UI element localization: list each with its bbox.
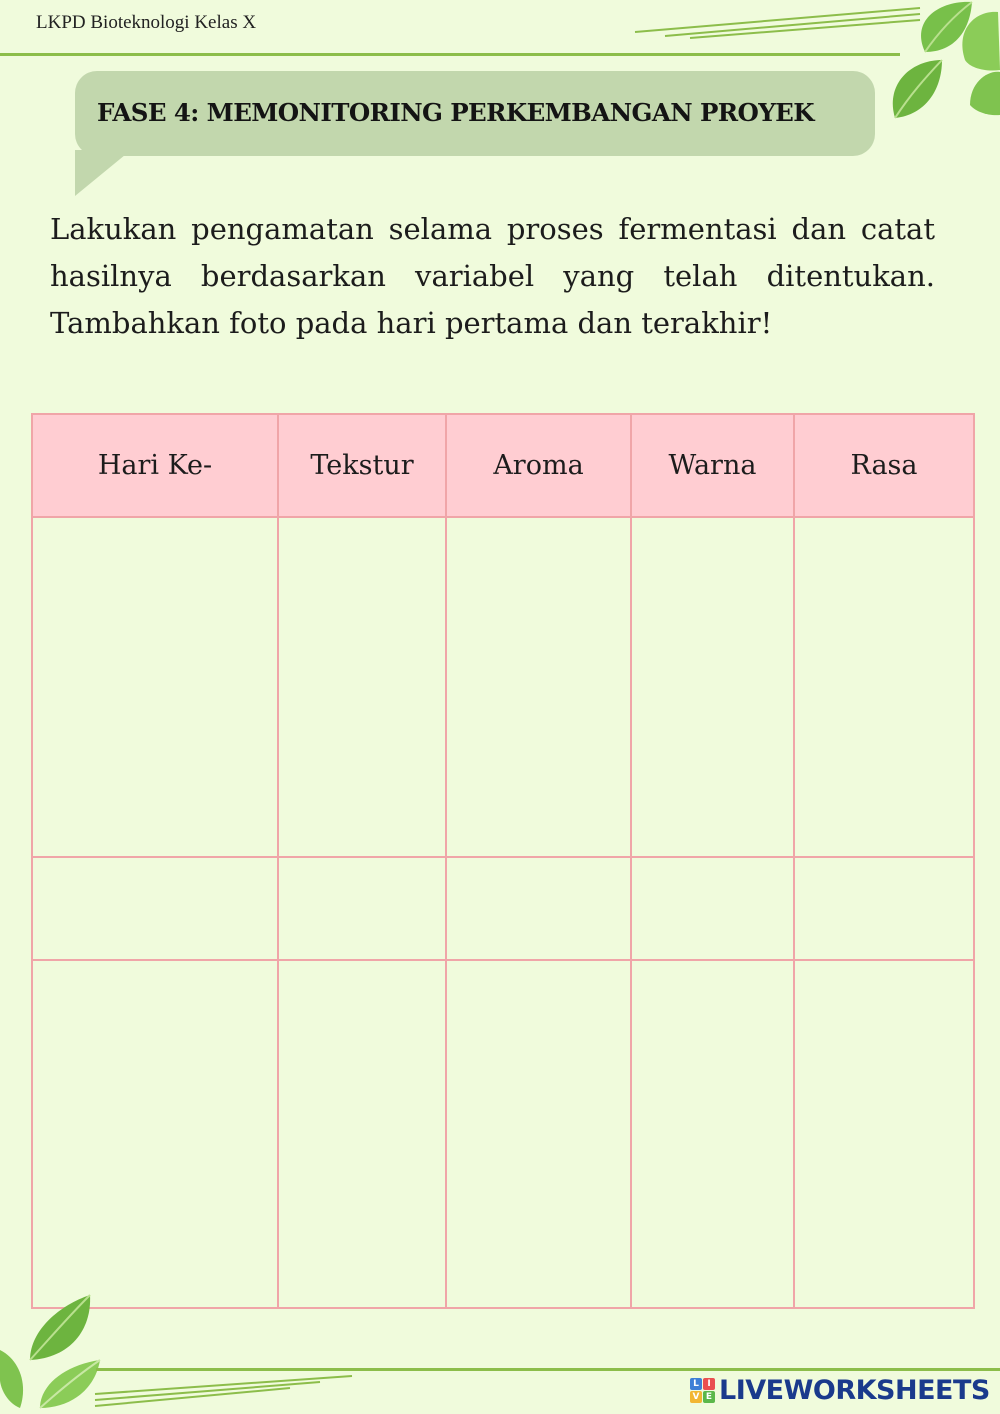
liveworksheets-logo-text: LIVEWORKSHEETS: [719, 1374, 990, 1406]
column-header-day: Hari Ke-: [32, 414, 278, 517]
liveworksheets-logo-icon: L I V E: [690, 1378, 715, 1403]
column-header-color: Warna: [631, 414, 794, 517]
answer-cell[interactable]: [794, 517, 974, 857]
answer-cell[interactable]: [794, 857, 974, 960]
table-row: [32, 517, 974, 857]
worksheet-header: LKPD Bioteknologi Kelas X: [36, 12, 257, 33]
answer-cell[interactable]: [32, 960, 278, 1308]
answer-cell[interactable]: [32, 517, 278, 857]
bottom-divider: [96, 1368, 1000, 1371]
table-header-row: [32, 414, 974, 517]
answer-cell[interactable]: [631, 960, 794, 1308]
leaf-decoration-bottom-icon: [0, 1290, 360, 1414]
answer-cell[interactable]: [631, 517, 794, 857]
observation-table: [31, 413, 975, 1309]
instruction-text: Lakukan pengamatan selama proses fermentasi dan catat hasilnya berdasarkan variabel yang telah ditentukan. Tambahkan foto pada hari pertama dan terakhir!: [50, 212, 935, 340]
answer-cell[interactable]: [446, 517, 631, 857]
table-row: [32, 857, 974, 960]
column-header-aroma: Aroma: [446, 414, 631, 517]
table-row: [32, 960, 974, 1308]
column-header-taste: Rasa: [794, 414, 974, 517]
phase-title: FASE 4: MEMONITORING PERKEMBANGAN PROYEK: [97, 98, 814, 127]
column-header-texture: Tekstur: [278, 414, 446, 517]
phase-banner-tail: [75, 150, 135, 200]
answer-cell[interactable]: [278, 960, 446, 1308]
answer-cell[interactable]: [32, 857, 278, 960]
answer-cell[interactable]: [278, 517, 446, 857]
answer-cell[interactable]: [278, 857, 446, 960]
answer-cell[interactable]: [446, 857, 631, 960]
liveworksheets-logo[interactable]: [690, 1372, 990, 1408]
answer-cell[interactable]: [794, 960, 974, 1308]
answer-cell[interactable]: [631, 857, 794, 960]
answer-cell[interactable]: [446, 960, 631, 1308]
